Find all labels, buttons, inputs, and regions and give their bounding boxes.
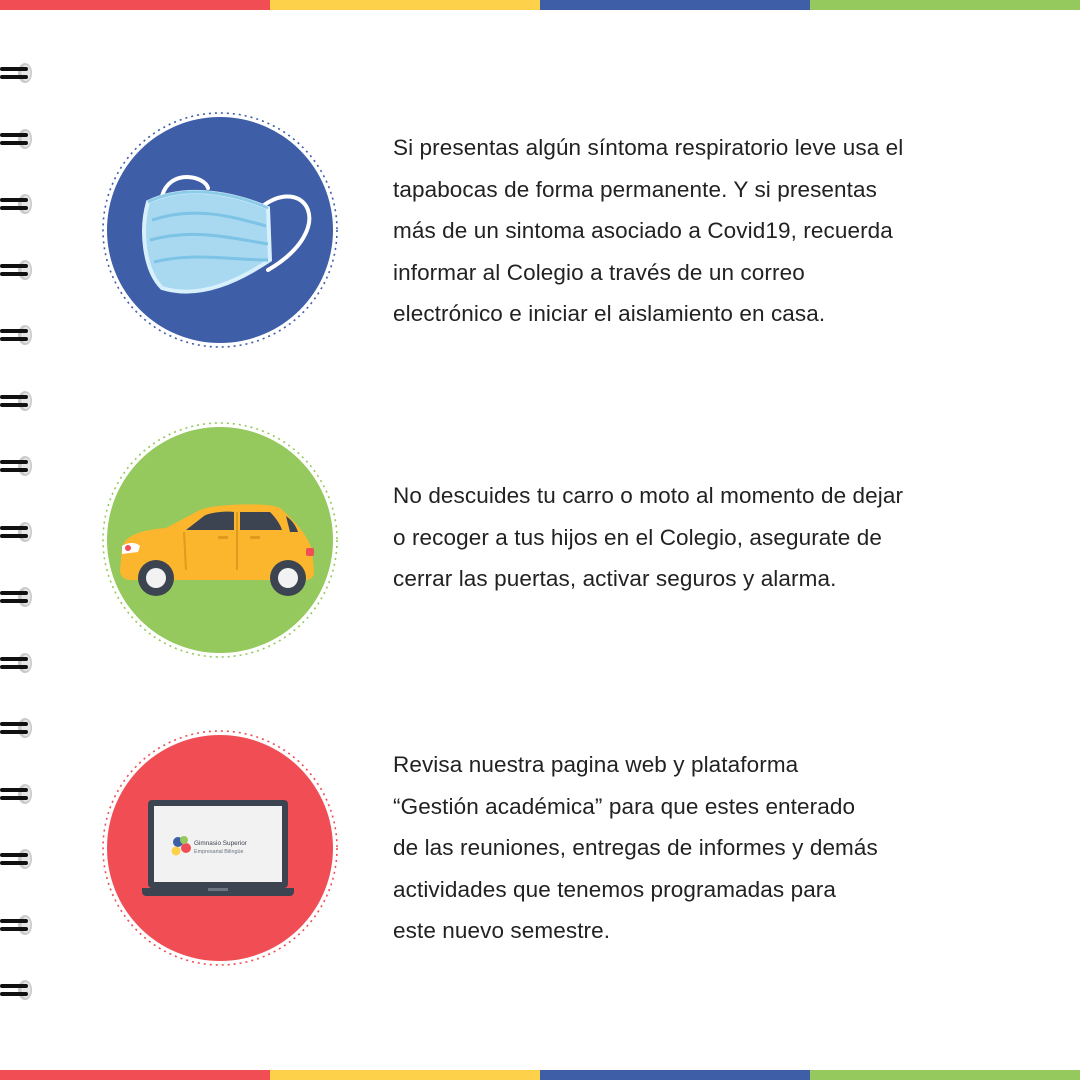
text-line: “Gestión académica” para que estes enterado bbox=[393, 793, 856, 819]
spiral-ring bbox=[0, 126, 34, 152]
text-line: Revisa nuestra pagina web y plataforma bbox=[393, 752, 799, 777]
tip-laptop bbox=[100, 728, 1060, 968]
text-line: más de un sintoma asociado a Covid19, recuerda bbox=[393, 218, 893, 243]
top-color-stripe bbox=[0, 0, 1080, 10]
text-line: Si presentas algún síntoma respiratorio leve usa el bbox=[393, 135, 904, 160]
spiral-ring bbox=[0, 715, 34, 741]
face-mask-icon bbox=[100, 110, 340, 350]
bottom-color-stripe bbox=[0, 1070, 1080, 1080]
tip-car-text bbox=[393, 475, 903, 600]
text-line: tapabocas de forma permanente. Y si presentas bbox=[393, 176, 877, 202]
car-icon bbox=[100, 420, 340, 660]
text-line: actividades que tenemos programadas para bbox=[393, 876, 837, 902]
stripe-yellow bbox=[270, 1070, 540, 1080]
spiral-ring bbox=[0, 519, 34, 545]
tip-laptop-text bbox=[393, 744, 878, 952]
spiral-ring bbox=[0, 60, 34, 86]
spiral-ring bbox=[0, 191, 34, 217]
text-line: cerrar las puertas, activar seguros y alarma. bbox=[393, 566, 837, 591]
spiral-ring bbox=[0, 584, 34, 610]
spiral-ring bbox=[0, 453, 34, 479]
text-line: o recoger a tus hijos en el Colegio, asegurate de bbox=[393, 524, 882, 550]
text-line: este nuevo semestre. bbox=[393, 918, 611, 943]
text-line: informar al Colegio a través de un correo bbox=[393, 259, 805, 285]
text-line: de las reuniones, entregas de informes y demás bbox=[393, 835, 878, 860]
spiral-ring bbox=[0, 322, 34, 348]
tip-mask bbox=[100, 110, 1060, 350]
stripe-red bbox=[0, 0, 270, 10]
spiral-ring bbox=[0, 650, 34, 676]
tip-car bbox=[100, 420, 1060, 660]
spiral-ring bbox=[0, 388, 34, 414]
text-line: electrónico e iniciar el aislamiento en casa. bbox=[393, 301, 826, 326]
stripe-blue bbox=[540, 0, 810, 10]
stripe-blue bbox=[540, 1070, 810, 1080]
tip-mask-text bbox=[393, 127, 903, 335]
spiral-ring bbox=[0, 781, 34, 807]
laptop-icon bbox=[100, 728, 340, 968]
notebook-spiral-binding bbox=[0, 60, 40, 1020]
laptop-logo-line2: Empresarial Bilingüe bbox=[194, 849, 244, 855]
spiral-ring bbox=[0, 846, 34, 872]
spiral-ring bbox=[0, 912, 34, 938]
stripe-green bbox=[810, 0, 1080, 10]
stripe-green bbox=[810, 1070, 1080, 1080]
spiral-ring bbox=[0, 257, 34, 283]
stripe-yellow bbox=[270, 0, 540, 10]
spiral-ring bbox=[0, 977, 34, 1003]
stripe-red bbox=[0, 1070, 270, 1080]
laptop-logo-line1: Gimnasio Superior bbox=[194, 840, 247, 847]
text-line: No descuides tu carro o moto al momento de dejar bbox=[393, 483, 904, 508]
